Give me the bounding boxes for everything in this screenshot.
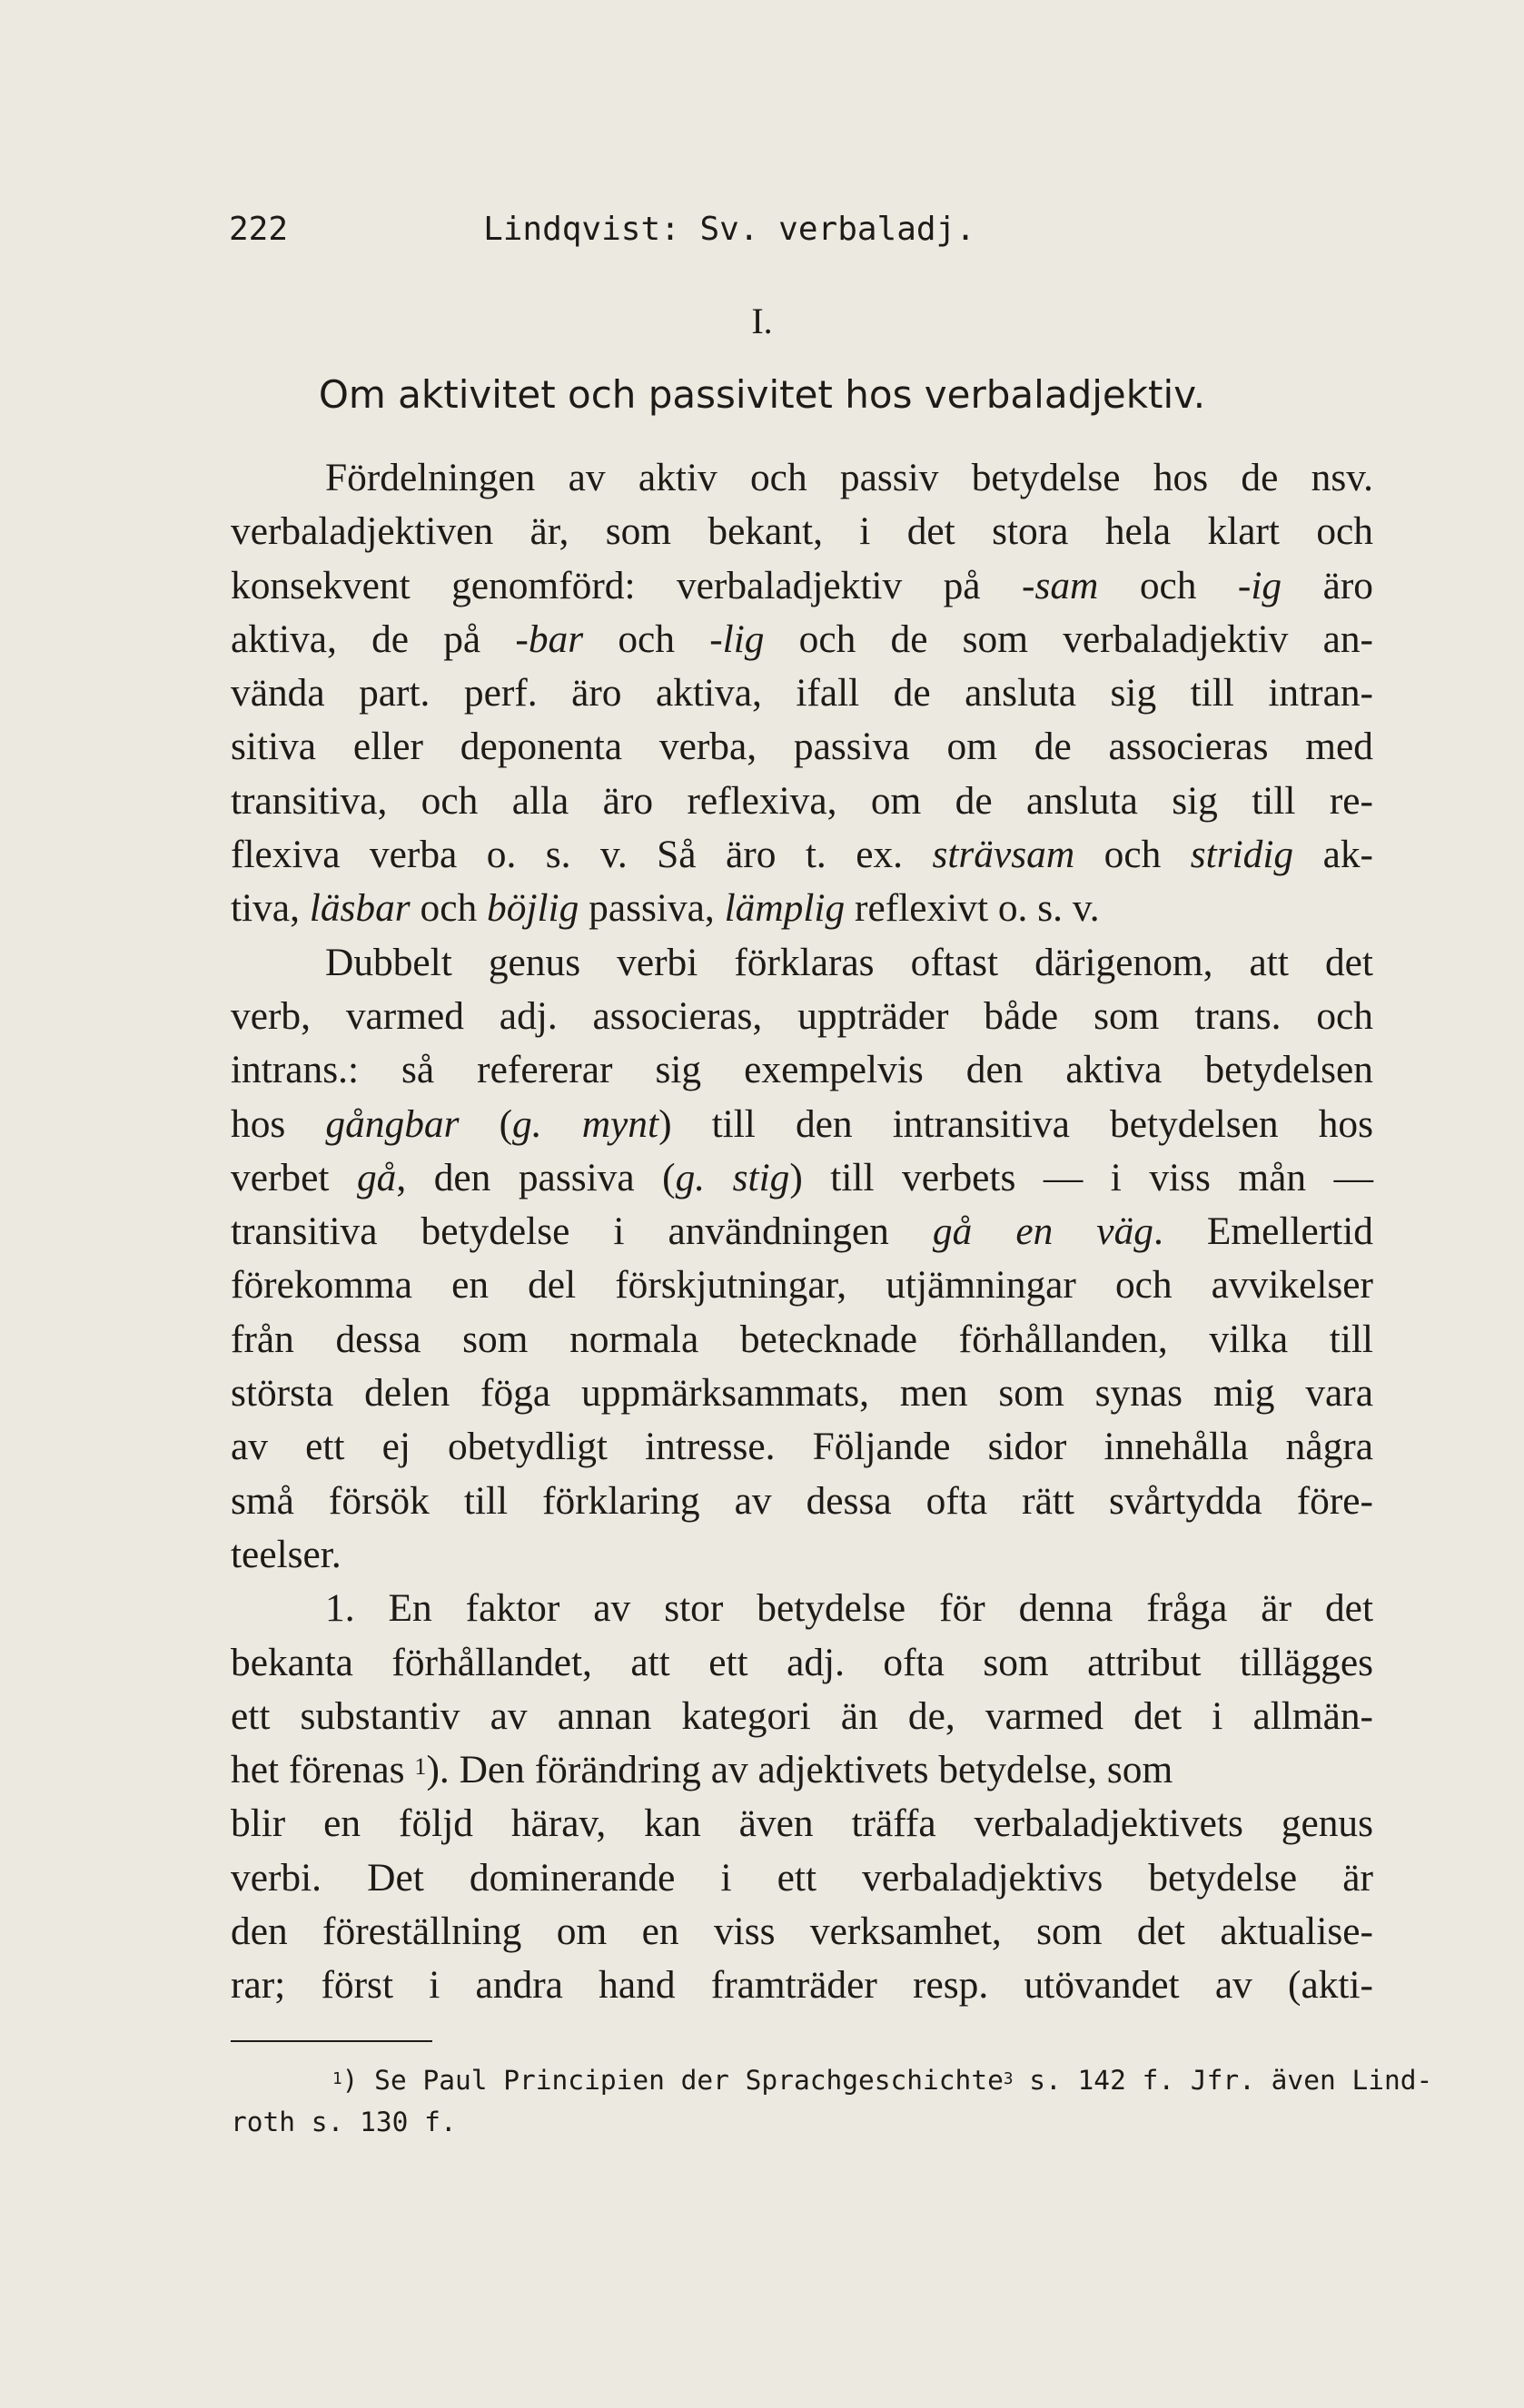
footnote-text: ) Se Paul Principien der Sprachgeschichte: [341, 2065, 1004, 2096]
page-number: 222: [229, 211, 289, 248]
text-line: teelser.: [231, 1532, 341, 1576]
footnote-line: roth s. 130 f.: [231, 2107, 457, 2137]
footnote-divider: [231, 2040, 432, 2042]
text-segment: ). Den förändring av adjektivets betydelse, som: [426, 1748, 1173, 1792]
text-line: blir en följd härav, kan även träffa verbaladjektivets genus: [231, 1801, 1373, 1846]
text-line: konsekvent genomförd: verbaladjektiv på -sam och -ig äro: [231, 563, 1373, 607]
text-line: den föreställning om en viss verksamhet, som det aktualise-: [231, 1910, 1373, 1954]
text-line: verb, varmed adj. associeras, uppträder både som trans. och: [231, 993, 1373, 1038]
text-line: förekomma en del förskjutningar, utjämningar och avvikelser: [231, 1263, 1373, 1308]
text-line: små försök till förklaring av dessa ofta rätt svårtydda före-: [231, 1478, 1373, 1523]
text-line: bekanta förhållandet, att ett adj. ofta som attribut tillägges: [231, 1640, 1373, 1684]
text-line: från dessa som normala betecknade förhållanden, vilka till: [231, 1317, 1373, 1361]
text-line: av ett ej obetydligt intresse. Följande sidor innehålla några: [231, 1425, 1373, 1469]
text-line: 1. En faktor av stor betydelse för denna fråga är det: [325, 1586, 1373, 1631]
text-line: tiva, läsbar och böjlig passiva, lämplig reflexivt o. s. v.: [231, 886, 1100, 931]
footnote-marker: 1: [332, 2069, 342, 2088]
text-line: hos gångbar (g. mynt) till den intransitiva betydelsen hos: [231, 1101, 1374, 1146]
text-line: ett substantiv av annan kategori än de, varmed det i allmän-: [231, 1693, 1373, 1738]
text-line: aktiva, de på -bar och -lig och de som verbaladjektiv an-: [231, 617, 1373, 661]
running-title: Lindqvist: Sv. verbaladj.: [483, 211, 975, 248]
text-line: transitiva betydelse i användningen gå en väg. Emellertid: [231, 1209, 1373, 1254]
text-line: flexiva verba o. s. v. Så äro t. ex. strävsam och stridig ak-: [231, 833, 1373, 877]
text-line: verbi. Det dominerande i ett verbaladjektivs betydelse är: [231, 1855, 1373, 1900]
text-line: största delen föga uppmärksammats, men som synas mig vara: [231, 1371, 1373, 1416]
footnote-text: s. 142 f. Jfr. även Lind-: [1013, 2065, 1433, 2096]
text-line: rar; först i andra hand framträder resp. utövandet av (akti-: [231, 1963, 1373, 2008]
section-numeral: I.: [751, 301, 773, 341]
footnote-line: [231, 2059, 1433, 2101]
text-line: verbet gå, den passiva (g. stig) till verbets — i viss mån —: [231, 1155, 1374, 1199]
running-head: [229, 211, 1253, 258]
text-line: vända part. perf. äro aktiva, ifall de ansluta sig till intran-: [231, 671, 1373, 715]
body-text: [231, 451, 1373, 2013]
text-line: Fördelningen av aktiv och passiv betydelse hos de nsv.: [325, 456, 1373, 499]
text-line: transitiva, och alla äro reflexiva, om de ansluta sig till re-: [231, 778, 1373, 823]
text-line: Dubbelt genus verbi förklaras oftast därigenom, att det: [325, 940, 1373, 984]
text-segment: het förenas: [231, 1748, 405, 1792]
text-line: sitiva eller deponenta verba, passiva om de associeras med: [231, 725, 1373, 769]
text-line-with-footnote-ref: [231, 1743, 1373, 1797]
footnotes: [231, 2059, 1433, 2143]
section-title: Om aktivitet och passivitet hos verbaladjektiv.: [318, 372, 1206, 417]
footnote-reference: 1: [414, 1753, 427, 1781]
text-line: verbaladjektiven är, som bekant, i det stora hela klart och: [231, 509, 1373, 554]
edition-superscript: 3: [1003, 2069, 1014, 2088]
text-line: intrans.: så refererar sig exempelvis den aktiva betydelsen: [231, 1048, 1373, 1092]
